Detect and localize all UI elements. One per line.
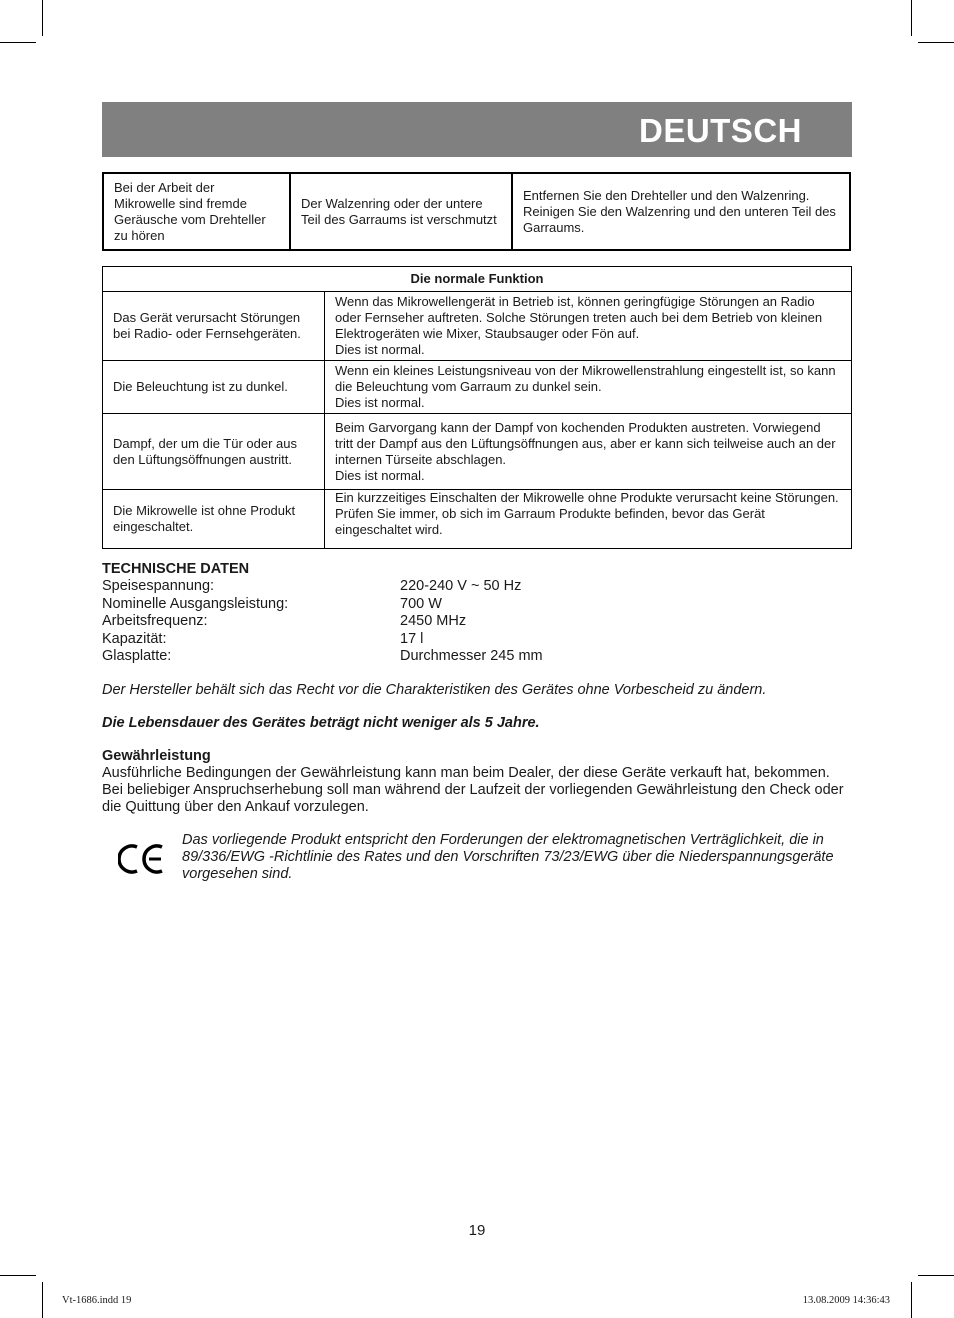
spec-row	[102, 648, 852, 665]
table-row	[103, 414, 852, 490]
warranty-text: Ausführliche Bedingungen der Gewährleistung kann man beim Dealer, der diese Geräte verkauft hat, bekommen. Bei beliebiger Anspruchserhebung soll man während der Laufzeit der vorliegenden Gewährleistung den Check oder die Quittung über den Ankauf vorzulegen.	[102, 765, 844, 815]
problem-cell: Bei der Arbeit der Mikrowelle sind fremde Geräusche vom Drehteller zu hören	[103, 173, 290, 250]
spec-row	[102, 613, 852, 630]
language-title: DEUTSCH	[638, 112, 802, 149]
spec-label: Arbeitsfrequenz:	[102, 613, 208, 630]
spec-label: Kapazität:	[102, 630, 167, 647]
table-row	[103, 490, 852, 549]
crop-mark	[911, 1282, 912, 1318]
lifetime-notice: Die Lebensdauer des Gerätes beträgt nicht weniger als 5 Jahre.	[102, 715, 540, 731]
table-title: Die normale Funktion	[103, 267, 852, 292]
technical-specs	[102, 561, 852, 665]
crop-mark	[918, 42, 954, 43]
spec-value: 220-240 V ~ 50 Hz	[400, 578, 522, 595]
warranty-title: Gewährleistung	[102, 748, 211, 764]
problem-cell: Das Gerät verursacht Störungen bei Radio- oder Fernsehgeräten.	[103, 292, 325, 361]
explanation-cell	[325, 490, 852, 549]
problem-cell: Die Beleuchtung ist zu dunkel.	[103, 361, 325, 414]
crop-mark	[42, 0, 43, 36]
spec-label: Speisespannung:	[102, 578, 215, 595]
troubleshooting-table	[102, 172, 851, 251]
crop-mark	[42, 1282, 43, 1318]
ce-compliance-text: Das vorliegende Produkt entspricht den Forderungen der elektromagnetischen Verträglichkeit, die in 89/336/EWG -Richtlinie des Rates und den Vorschriften 73/23/EWG über die Niederspannungsgeräte vorgesehen sind.	[182, 832, 834, 882]
table-header-row	[103, 267, 852, 292]
spec-label: Nominelle Ausgangsleistung:	[102, 595, 289, 612]
solution-cell: Entfernen Sie den Drehteller und den Walzenring. Reinigen Sie den Walzenring und den unteren Teil des Garraums.	[512, 173, 850, 250]
cause-cell: Der Walzenring oder der untere Teil des Garraums ist verschmutzt	[290, 173, 512, 250]
spec-row	[102, 596, 852, 613]
explanation-note: Dies ist normal.	[335, 467, 425, 483]
explanation-cell	[325, 414, 852, 490]
table-row	[103, 361, 852, 414]
explanation-cell	[325, 361, 852, 414]
explanation-note: Dies ist normal.	[335, 342, 425, 357]
explanation-text: Beim Garvorgang kann der Dampf von kochenden Produkten austreten. Vorwiegend tritt der Dampf aus den Lüftungsöffnungen aus, aber er kann sich teilweise auch an der internen Türseite abschlagen.	[335, 419, 836, 467]
explanation-note: Prüfen Sie immer, ob sich im Garraum Produkte befinden, bevor das Gerät eingeschaltet wird.	[335, 506, 765, 537]
explanation-cell	[325, 292, 852, 361]
warranty-section	[102, 748, 854, 816]
language-header-bar	[102, 102, 852, 157]
footer-timestamp: 13.08.2009 14:36:43	[802, 1295, 890, 1306]
explanation-note: Dies ist normal.	[335, 395, 425, 410]
crop-mark	[911, 0, 912, 36]
crop-mark	[0, 42, 36, 43]
problem-cell: Dampf, der um die Tür oder aus den Lüftungsöffnungen austritt.	[103, 414, 325, 490]
spec-label: Glasplatte:	[102, 648, 172, 665]
spec-value: 700 W	[400, 595, 442, 612]
spec-row	[102, 631, 852, 648]
table-row	[103, 292, 852, 361]
spec-value: 2450 MHz	[400, 613, 467, 630]
footer-file: Vt-1686.indd 19	[62, 1295, 132, 1306]
crop-mark	[918, 1275, 954, 1276]
problem-cell: Die Mikrowelle ist ohne Produkt eingeschaltet.	[103, 490, 325, 549]
spec-value: Durchmesser 245 mm	[400, 648, 543, 665]
explanation-text: Wenn ein kleines Leistungsniveau von der Mikrowellenstrahlung eingestellt ist, so kann die Beleuchtung vom Garraum zu dunkel sein.	[335, 363, 836, 394]
spec-value: 17 l	[400, 630, 424, 647]
page-number: 19	[468, 1222, 486, 1239]
explanation-text: Wenn das Mikrowellengerät in Betrieb ist, können geringfügige Störungen an Radio oder Fernseher auftreten. Solche Störungen treten auch bei dem Betrieb von kleinen Elektrogeräten wie Mixer, Staubsauger oder Fön auf.	[335, 294, 823, 341]
ce-mark-icon	[118, 842, 168, 876]
crop-mark	[0, 1275, 36, 1276]
specs-title: TECHNISCHE DATEN	[102, 561, 250, 577]
spec-row	[102, 578, 852, 595]
table-row	[103, 173, 850, 250]
explanation-text: Ein kurzzeitiges Einschalten der Mikrowelle ohne Produkte verursacht keine Störungen.	[335, 490, 839, 505]
normal-function-table	[102, 266, 852, 549]
manufacturer-notice: Der Hersteller behält sich das Recht vor die Charakteristiken des Gerätes ohne Vorbescheid zu ändern.	[102, 682, 767, 698]
